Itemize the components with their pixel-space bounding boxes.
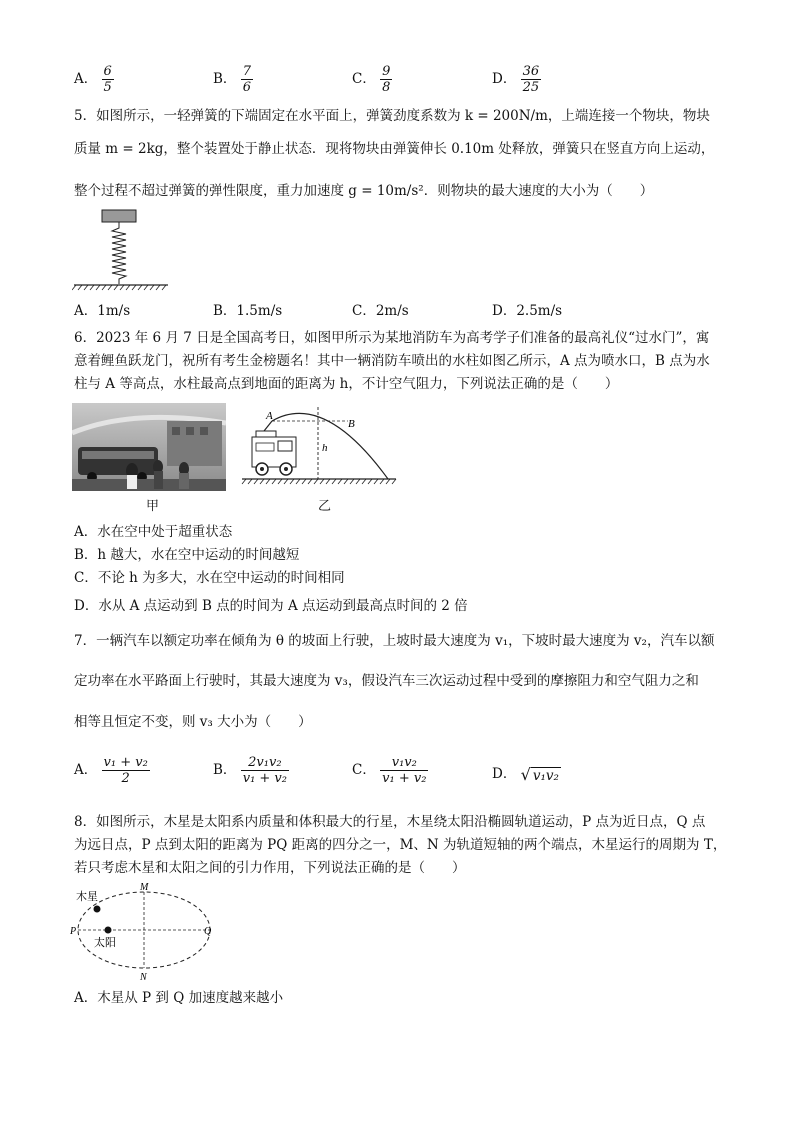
- q5-option-b[interactable]: B．1.5m/s: [213, 303, 283, 319]
- figure-caption-jia: 甲: [146, 499, 160, 514]
- label-sun: 太阳: [94, 936, 116, 949]
- q7-option-b[interactable]: B． $\frac{\text{2v₁v₂}}{\text{v₁ + v₂}}$: [213, 755, 287, 786]
- q5-text-line3: 整个过程不超过弹簧的弹性限度，重力加速度 g = 10m/s²．则物块的最大速度的大小为（ ）: [74, 183, 654, 199]
- label-jupiter: 木星: [76, 890, 98, 903]
- fire-truck-photo: [72, 403, 226, 491]
- fraction: $\frac{\text{v₁ + v₂}}{2}$: [103, 755, 148, 786]
- q6-text-line1: 6．2023 年 6 月 7 日是全国高考日，如图甲所示为某地消防车为高考学子们准备的最高礼仪“过水门”，寓: [74, 330, 710, 346]
- q8-option-a[interactable]: A．木星从 P 到 Q 加速度越来越小: [74, 990, 284, 1006]
- q7-option-d[interactable]: D． √ v₁v₂: [492, 765, 559, 784]
- q6-option-a[interactable]: A．水在空中处于超重状态: [74, 524, 233, 540]
- q7-text-line2: 定功率在水平路面上行驶时，其最大速度为 v₃，假设汽车三次运动过程中受到的摩擦阻力和空气阻力之和: [74, 673, 699, 689]
- q7-option-a[interactable]: A． $\frac{\text{v₁ + v₂}}{2}$: [74, 755, 148, 786]
- q8-text-line3: 若只考虑木星和太阳之间的引力作用，下列说法正确的是（ ）: [74, 860, 466, 876]
- fraction: $\frac{\text{v₁v₂}}{\text{v₁ + v₂}}$: [382, 755, 427, 786]
- q5-option-c[interactable]: C．2m/s: [352, 303, 409, 319]
- q5-option-d[interactable]: D．2.5m/s: [492, 303, 563, 319]
- label-p: P: [70, 926, 77, 937]
- label-q: Q: [204, 926, 212, 937]
- spring-figure: [72, 208, 172, 296]
- q8-text-line1: 8．如图所示，木星是太阳系内质量和体积最大的行星，木星绕太阳沿椭圆轨道运动，P 点为近日点，Q 点: [74, 814, 706, 830]
- q5-text-line2: 质量 m = 2kg，整个装置处于静止状态．现将物块由弹簧伸长 0.10m 处释放，弹簧只在竖直方向上运动，: [74, 141, 715, 157]
- figure-caption-yi: 乙: [318, 499, 332, 514]
- q6-option-d[interactable]: D．水从 A 点运动到 B 点的时间为 A 点运动到最高点时间的 2 倍: [74, 598, 468, 614]
- q6-text-line2: 意着鲤鱼跃龙门，祝所有考生金榜题名！其中一辆消防车喷出的水柱如图乙所示，A 点为喷水口，B 点为水: [74, 353, 710, 369]
- fraction: $\frac{\text{2v₁v₂}}{\text{v₁ + v₂}}$: [242, 755, 287, 786]
- label-a: A: [266, 410, 273, 422]
- label-m: M: [140, 882, 149, 893]
- fraction: $\frac{36}{25}$: [522, 64, 540, 95]
- q6-option-c[interactable]: C．不论 h 为多大，水在空中运动的时间相同: [74, 570, 345, 586]
- fraction: $\frac{7}{6}$: [242, 64, 251, 95]
- q8-text-line2: 为远日点，P 点到太阳的距离为 PQ 距离的四分之一，M、N 为轨道短轴的两个端点，木星运行的周期为 T，: [74, 837, 727, 853]
- q5-option-a[interactable]: A．1m/s: [74, 303, 131, 319]
- sqrt-expression: √ v₁v₂: [520, 765, 559, 784]
- q4-option-c[interactable]: C． $\frac{9}{8}$: [352, 64, 391, 95]
- q6-option-b[interactable]: B．h 越大，水在空中运动的时间越短: [74, 547, 300, 563]
- fraction: $\frac{9}{8}$: [382, 64, 391, 95]
- water-arc-diagram: [238, 403, 398, 493]
- q4-option-a[interactable]: A． $\frac{6}{5}$: [74, 64, 112, 95]
- label-b: B: [348, 418, 355, 430]
- q7-text-line3: 相等且恒定不变，则 v₃ 大小为（ ）: [74, 714, 312, 730]
- jupiter-orbit-diagram: [70, 882, 216, 982]
- q5-text-line1: 5．如图所示，一轻弹簧的下端固定在水平面上，弹簧劲度系数为 k = 200N/m，上端连接一个物块，物块: [74, 108, 710, 124]
- q7-option-c[interactable]: C． $\frac{\text{v₁v₂}}{\text{v₁ + v₂}}$: [352, 755, 427, 786]
- fraction: $\frac{6}{5}$: [103, 64, 112, 95]
- q6-text-line3: 柱与 A 等高点，水柱最高点到地面的距离为 h，不计空气阻力，下列说法正确的是（ ）: [74, 376, 619, 392]
- q4-option-d[interactable]: D． $\frac{36}{25}$: [492, 64, 540, 95]
- label-n: N: [140, 972, 147, 982]
- q4-option-b[interactable]: B． $\frac{7}{6}$: [213, 64, 251, 95]
- q7-text-line1: 7．一辆汽车以额定功率在倾角为 θ 的坡面上行驶，上坡时最大速度为 v₁，下坡时最大速度为 v₂，汽车以额: [74, 633, 715, 649]
- label-h: h: [322, 442, 328, 454]
